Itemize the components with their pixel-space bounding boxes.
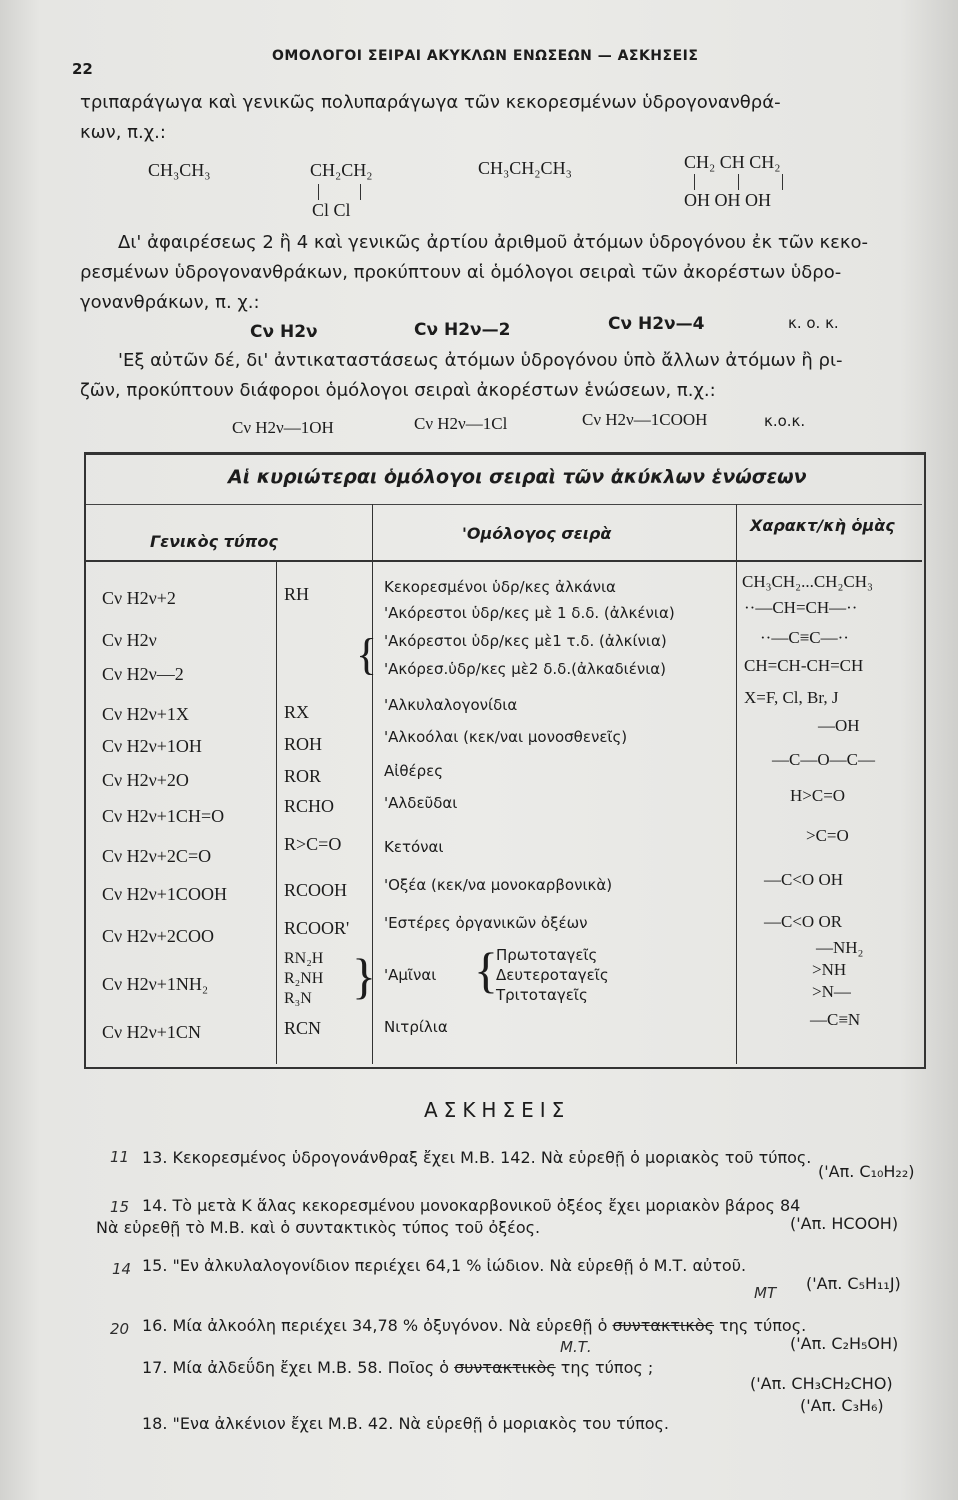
exercise-17-text-end: της τύπος ; bbox=[555, 1358, 654, 1377]
example-ethane: CH₃CH₃ bbox=[148, 160, 211, 180]
short-formula: RN₂H bbox=[284, 950, 324, 967]
series-name: Αἰθέρες bbox=[384, 762, 444, 780]
exercise-13: 13. Κεκορεσμένος ὑδρογονάνθραξ ἔχει Μ.Β. 142. Νὰ εὑρεθῇ ὁ μοριακὸς τοῦ τύπος. bbox=[142, 1148, 812, 1167]
exercise-14-line2: Νὰ εὑρεθῇ τὸ Μ.Β. καὶ ὁ συντακτικὸς τύπος τοῦ ὀξέος. bbox=[96, 1218, 541, 1237]
deriv-acid: Cν H2ν—1COOH bbox=[582, 410, 708, 429]
general-formula: Cν H2ν+1CH=O bbox=[102, 806, 225, 826]
exercise-14: 14. Τὸ μετὰ Κ ἅλας κεκορεσμένου μονοκαρβονικοῦ ὀξέος ἔχει μοριακὸν βάρος 84 bbox=[142, 1196, 801, 1215]
bond-line bbox=[738, 174, 739, 190]
handwritten-mt: Μ.Τ. bbox=[560, 1338, 592, 1356]
exercise-15: 15. "Εν ἀλκυλαλογονίδιον περιέχει 64,1 % ἰώδιον. Νὰ εὑρεθῇ ὁ Μ.Τ. αὐτοῦ. bbox=[142, 1256, 747, 1275]
series-name: 'Ακόρεσ.ὑδρ/κες μὲ2 δ.δ.(ἀλκαδιένια) bbox=[384, 660, 667, 678]
table-divider bbox=[86, 504, 922, 505]
exercise-17-answer: ('Απ. CH₃CH₂CHO) bbox=[750, 1374, 893, 1393]
characteristic-group: >N— bbox=[812, 982, 851, 1001]
exercise-17 bbox=[142, 1358, 653, 1377]
characteristic-group: CH₃CH₂...CH₂CH₃ bbox=[742, 572, 873, 591]
example-dichloroethane-bottom: Cl Cl bbox=[312, 200, 351, 220]
general-formula: Cν H2ν+2C=O bbox=[102, 846, 212, 866]
general-formula: Cν H2ν+1OH bbox=[102, 736, 202, 756]
characteristic-group: CH=CH-CH=CH bbox=[744, 656, 864, 675]
series-alkene: Cν H2ν bbox=[250, 322, 318, 342]
example-propane: CH₃CH₂CH₃ bbox=[478, 158, 572, 178]
short-formula: ROH bbox=[284, 734, 323, 754]
general-formula: Cν H2ν+1NH₂ bbox=[102, 974, 209, 994]
column-divider bbox=[736, 504, 737, 1064]
series-name: 'Εστέρες ὀργανικῶν ὀξέων bbox=[384, 914, 588, 932]
struck-word: συντακτικὸς bbox=[612, 1316, 715, 1335]
series-name: 'Ακόρεστοι ὑδρ/κες μὲ1 τ.δ. (ἀλκίνια) bbox=[384, 632, 667, 650]
characteristic-group: >NH bbox=[812, 960, 847, 979]
bond-line bbox=[360, 184, 361, 200]
para3-line-2: ζῶν, προκύπτουν διάφοροι ὁμόλογοι σειραὶ ἀκορέστων ἑνώσεων, π.χ.: bbox=[80, 380, 716, 401]
para2-line-1: Δι' ἀφαιρέσεως 2 ἢ 4 καὶ γενικῶς ἀρτίου ἀριθμοῦ ἀτόμων ὑδρογόνου ἐκ τῶν κεκο- bbox=[118, 232, 868, 253]
characteristic-group: —NH₂ bbox=[816, 938, 864, 957]
example-glycerol-top: CH₂ CH CH₂ bbox=[684, 152, 781, 172]
series-name: Κετόναι bbox=[384, 838, 444, 856]
series-etc: κ. ο. κ. bbox=[788, 314, 839, 332]
series-name: 'Αμῖναι bbox=[384, 966, 437, 984]
short-formula: RH bbox=[284, 584, 310, 604]
table-title: Αἱ κυριώτεραι ὁμόλογοι σειραὶ τῶν ἀκύκλων ἑνώσεων bbox=[228, 466, 807, 488]
deriv-alcohol: Cν H2ν—1OH bbox=[232, 418, 334, 437]
characteristic-group: H>C=O bbox=[790, 786, 846, 805]
short-formula: RCN bbox=[284, 1018, 322, 1038]
general-formula: Cν H2ν+2O bbox=[102, 770, 189, 790]
exercise-16 bbox=[142, 1316, 806, 1335]
general-formula: Cν H2ν+2COO bbox=[102, 926, 214, 946]
table-header-rule bbox=[86, 560, 922, 562]
short-formula: R₃N bbox=[284, 990, 312, 1007]
exercise-18-answer: ('Απ. C₃H₆) bbox=[800, 1396, 884, 1415]
series-name: 'Αλδεῦδαι bbox=[384, 794, 458, 812]
exercise-13-answer: ('Απ. C₁₀H₂₂) bbox=[818, 1162, 915, 1181]
general-formula: Cν H2ν+2 bbox=[102, 588, 176, 608]
general-formula: Cν H2ν bbox=[102, 630, 157, 650]
brace: { bbox=[474, 942, 498, 998]
header-series: 'Ομόλογος σειρὰ bbox=[462, 524, 612, 543]
intro-line-1: τριπαράγωγα καὶ γενικῶς πολυπαράγωγα τῶν κεκορεσμένων ὑδρογονανθρά- bbox=[80, 92, 781, 113]
short-formula: RCOOH bbox=[284, 880, 348, 900]
example-glycerol-bottom: OH OH OH bbox=[684, 190, 771, 210]
exercise-14-answer: ('Απ. HCOOH) bbox=[790, 1214, 899, 1233]
general-formula: Cν H2ν+1CN bbox=[102, 1022, 201, 1042]
bond-line bbox=[782, 174, 783, 190]
brace: } bbox=[352, 948, 376, 1004]
exercise-18: 18. "Ενα ἀλκένιον ἔχει Μ.Β. 42. Νὰ εὑρεθῇ ὁ μοριακὸς του τύπος. bbox=[142, 1414, 669, 1433]
exercise-17-text: 17. Μία ἀλδεΰδη ἔχει Μ.Β. 58. Ποῖος ὁ bbox=[142, 1358, 455, 1377]
characteristic-group: ··—CH=CH—·· bbox=[744, 598, 858, 617]
deriv-chloride: Cν H2ν—1Cl bbox=[414, 414, 508, 433]
page-number: 22 bbox=[72, 60, 93, 78]
series-name: 'Αλκυλαλογονίδια bbox=[384, 696, 518, 714]
margin-note: 11 bbox=[110, 1148, 130, 1166]
intro-line-2: κων, π.χ.: bbox=[80, 122, 166, 143]
characteristic-group: >C=O bbox=[806, 826, 849, 845]
margin-note: 14 bbox=[112, 1260, 132, 1278]
header-general-formula: Γενικὸς τύπος bbox=[150, 532, 278, 551]
series-name: 'Ακόρεστοι ὑδρ/κες μὲ 1 δ.δ. (ἀλκένια) bbox=[384, 604, 675, 622]
exercise-15-answer: ('Απ. C₅H₁₁J) bbox=[806, 1274, 901, 1293]
general-formula: Cν H2ν+1X bbox=[102, 704, 189, 724]
header-characteristic-group: Χαρακτ/κὴ ὁμὰς bbox=[750, 516, 895, 535]
short-formula: R₂NH bbox=[284, 970, 324, 987]
series-diyne: Cν H2ν—4 bbox=[608, 314, 705, 334]
general-formula: Cν H2ν—2 bbox=[102, 664, 184, 684]
exercise-16-answer: ('Απ. C₂H₅OH) bbox=[790, 1334, 899, 1353]
column-divider bbox=[276, 562, 277, 1064]
para2-line-2: ρεσμένων ὑδρογονανθράκων, προκύπτουν αἱ ὁμόλογοι σειραὶ τῶν ἀκορέστων ὑδρο- bbox=[80, 262, 842, 283]
series-name: Τριτοταγεῖς bbox=[496, 986, 588, 1004]
general-formula: Cν H2ν+1COOH bbox=[102, 884, 227, 904]
series-name: Νιτρίλια bbox=[384, 1018, 448, 1036]
para3-line-1: 'Εξ αὐτῶν δέ, δι' ἀντικαταστάσεως ἀτόμων ὑδρογόνου ὑπὸ ἄλλων ἀτόμων ἢ ρι- bbox=[118, 350, 843, 371]
short-formula: R>C=O bbox=[284, 834, 342, 854]
example-dichloroethane-top: CH₂CH₂ bbox=[310, 160, 373, 180]
margin-note: 20 bbox=[110, 1320, 130, 1338]
series-name: 'Οξέα (κεκ/να μονοκαρβονικὰ) bbox=[384, 876, 613, 894]
bond-line bbox=[694, 174, 695, 190]
margin-note: 15 bbox=[110, 1198, 130, 1216]
brace: { bbox=[356, 630, 378, 679]
series-alkyne: Cν H2ν—2 bbox=[414, 320, 511, 340]
exercise-16-text: 16. Μία ἀλκοόλη περιέχει 34,78 % ὀξυγόνον. Νὰ εὑρεθῇ ὁ bbox=[142, 1316, 613, 1335]
handwritten-mt: ΜΤ bbox=[754, 1284, 777, 1302]
exercises-heading: ΑΣΚΗΣΕΙΣ bbox=[424, 1098, 571, 1122]
characteristic-group: —C<O OR bbox=[764, 912, 843, 931]
short-formula: ROR bbox=[284, 766, 322, 786]
characteristic-group: ··—C≡C—·· bbox=[760, 628, 849, 647]
struck-word: συντακτικὸς bbox=[454, 1358, 556, 1377]
series-name: Δευτεροταγεῖς bbox=[496, 966, 609, 984]
characteristic-group: —C<O OH bbox=[764, 870, 844, 889]
short-formula: RCOOR' bbox=[284, 918, 350, 938]
short-formula: RX bbox=[284, 702, 310, 722]
short-formula: RCHO bbox=[284, 796, 335, 816]
series-name: Πρωτοταγεῖς bbox=[496, 946, 598, 964]
characteristic-group: —C—O—C— bbox=[772, 750, 875, 769]
para2-line-3: γονανθράκων, π. χ.: bbox=[80, 292, 260, 313]
running-title: ΟΜΟΛΟΓΟΙ ΣΕΙΡΑΙ ΑΚΥΚΛΩΝ ΕΝΩΣΕΩΝ — ΑΣΚΗΣΕΙΣ bbox=[272, 48, 699, 64]
series-name: Κεκορεσμένοι ὑδρ/κες ἀλκάνια bbox=[384, 578, 616, 596]
bond-line bbox=[318, 184, 319, 200]
exercise-16-text-end: της τύπος. bbox=[714, 1316, 807, 1335]
characteristic-group: —OH bbox=[818, 716, 860, 735]
deriv-etc: κ.ο.κ. bbox=[764, 412, 806, 430]
series-name: 'Αλκοόλαι (κεκ/ναι μονοσθενεῖς) bbox=[384, 728, 628, 746]
characteristic-group: —C≡N bbox=[810, 1010, 861, 1029]
characteristic-group: X=F, Cl, Br, J bbox=[744, 688, 839, 707]
